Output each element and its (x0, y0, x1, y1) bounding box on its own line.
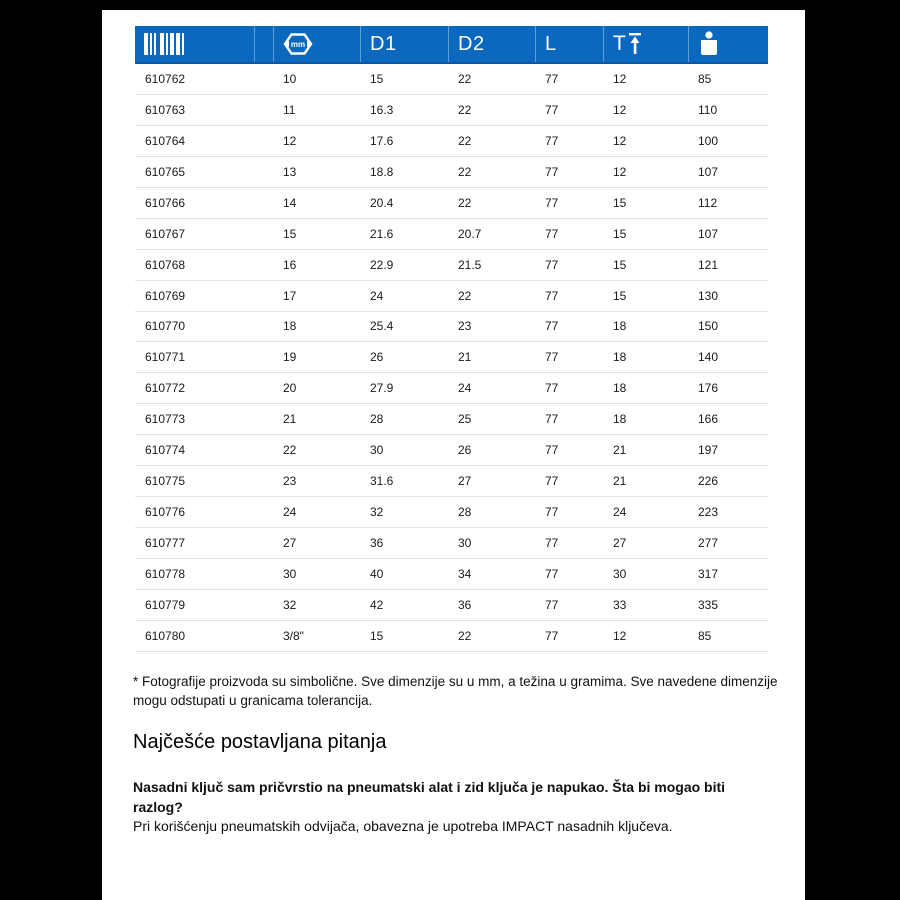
table-cell: 22 (458, 288, 472, 303)
table-cell: 36 (370, 536, 384, 551)
table-cell: 277 (698, 536, 719, 551)
table-row (135, 219, 768, 250)
header-cell-l (535, 26, 603, 62)
table-cell: 18 (613, 350, 627, 365)
table-cell: 10 (283, 71, 297, 86)
table-cell: 18 (283, 319, 297, 334)
table-cell: 77 (545, 226, 559, 241)
table-cell: 77 (545, 71, 559, 86)
table-cell: 223 (698, 505, 719, 520)
table-cell: 16.3 (370, 102, 394, 117)
table-cell: 610773 (145, 412, 186, 427)
t-up-arrow-icon (628, 32, 642, 56)
table-cell: 15 (370, 628, 384, 643)
table-cell: 20.7 (458, 226, 482, 241)
table-cell: 610765 (145, 164, 186, 179)
table-cell: 610768 (145, 257, 186, 272)
table-cell: 16 (283, 257, 297, 272)
table-row (135, 281, 768, 312)
table-cell: 33 (613, 597, 627, 612)
table-cell: 85 (698, 628, 712, 643)
table-cell: 22 (283, 443, 297, 458)
header-cell-weight (688, 26, 768, 62)
table-cell: 24 (613, 505, 627, 520)
table-cell: 20.4 (370, 195, 394, 210)
table-cell: 27 (458, 474, 472, 489)
table-cell: 140 (698, 350, 719, 365)
table-row (135, 404, 768, 435)
table-cell: 610778 (145, 566, 186, 581)
table-cell: 610771 (145, 350, 186, 365)
table-cell: 77 (545, 474, 559, 489)
table-cell: 110 (698, 102, 718, 117)
header-cell-spacer (254, 26, 273, 62)
table-cell: 107 (698, 226, 719, 241)
table-cell: 27 (613, 536, 627, 551)
table-cell: 22 (458, 102, 472, 117)
spec-table-body (135, 64, 768, 652)
faq-question: Nasadni ključ sam pričvrstio na pneumatski alat i zid ključa je napukao. Šta bi mogao biti razlog? (133, 779, 726, 815)
table-cell: 12 (613, 102, 627, 117)
table-cell: 610777 (145, 536, 186, 551)
header-label-l: L (545, 32, 557, 55)
table-cell: 12 (613, 164, 627, 179)
table-cell: 77 (545, 443, 559, 458)
table-cell: 112 (698, 195, 718, 210)
table-cell: 15 (370, 71, 384, 86)
faq-entry (133, 778, 771, 837)
table-cell: 610775 (145, 474, 186, 489)
header-label-d1: D1 (370, 32, 397, 55)
table-row (135, 435, 768, 466)
table-cell: 21 (283, 412, 297, 427)
table-cell: 22 (458, 71, 472, 86)
faq-answer: Pri korišćenju pneumatskih odvijača, obavezna je upotreba IMPACT nasadnih ključeva. (133, 818, 673, 834)
footnote-text: * Fotografije proizvoda su simbolične. Sve dimenzije su u mm, a težina u gramima. Sve navedene dimenzije mogu odstupati u granicama tolerancija. (133, 673, 778, 708)
table-cell: 610762 (145, 71, 186, 86)
header-cell-d2 (448, 26, 535, 62)
table-cell: 176 (698, 381, 719, 396)
header-cell-code (135, 26, 254, 62)
table-cell: 610767 (145, 226, 186, 241)
barcode-icon (144, 33, 186, 55)
table-cell: 610769 (145, 288, 186, 303)
table-cell: 77 (545, 133, 559, 148)
table-cell: 32 (283, 597, 297, 612)
table-cell: 34 (458, 566, 472, 581)
table-cell: 15 (613, 226, 627, 241)
table-row (135, 528, 768, 559)
table-cell: 28 (458, 505, 472, 520)
table-cell: 150 (698, 319, 719, 334)
table-cell: 22 (458, 628, 472, 643)
product-spec-table (135, 26, 768, 652)
table-row (135, 188, 768, 219)
table-cell: 77 (545, 350, 559, 365)
table-cell: 77 (545, 102, 559, 117)
table-cell: 130 (698, 288, 719, 303)
table-cell: 77 (545, 257, 559, 272)
table-cell: 3/8" (283, 628, 304, 643)
table-cell: 28 (370, 412, 384, 427)
header-cell-d1 (360, 26, 448, 62)
table-row (135, 126, 768, 157)
hex-nut-mm-icon (283, 30, 313, 58)
table-cell: 317 (698, 566, 719, 581)
table-cell: 610764 (145, 133, 186, 148)
table-cell: 77 (545, 412, 559, 427)
svg-text:mm: mm (290, 40, 306, 49)
table-cell: 226 (698, 474, 719, 489)
table-cell: 12 (613, 133, 627, 148)
table-cell: 166 (698, 412, 719, 427)
table-row (135, 95, 768, 126)
table-cell: 25.4 (370, 319, 394, 334)
table-cell: 22 (458, 133, 472, 148)
table-cell: 77 (545, 536, 559, 551)
table-cell: 121 (698, 257, 719, 272)
table-cell: 610779 (145, 597, 186, 612)
table-cell: 22.9 (370, 257, 394, 272)
table-row (135, 157, 768, 188)
table-cell: 107 (698, 164, 719, 179)
table-row (135, 621, 768, 652)
table-cell: 610776 (145, 505, 186, 520)
table-cell: 11 (283, 102, 296, 117)
table-cell: 21.5 (458, 257, 482, 272)
table-cell: 21 (458, 350, 472, 365)
table-cell: 15 (283, 226, 297, 241)
table-row (135, 590, 768, 621)
table-cell: 100 (698, 133, 719, 148)
header-cell-mm (273, 26, 360, 62)
table-cell: 610780 (145, 628, 186, 643)
header-label-t: T (613, 32, 626, 55)
table-cell: 40 (370, 566, 384, 581)
table-cell: 27 (283, 536, 297, 551)
table-cell: 77 (545, 195, 559, 210)
table-cell: 24 (458, 381, 472, 396)
header-cell-t (603, 26, 688, 62)
table-cell: 23 (283, 474, 297, 489)
table-cell: 18 (613, 412, 627, 427)
table-cell: 30 (613, 566, 627, 581)
table-cell: 36 (458, 597, 472, 612)
table-cell: 32 (370, 505, 384, 520)
table-cell: 77 (545, 319, 559, 334)
table-cell: 20 (283, 381, 297, 396)
table-cell: 23 (458, 319, 472, 334)
table-cell: 19 (283, 350, 297, 365)
table-cell: 21 (613, 474, 627, 489)
table-cell: 610766 (145, 195, 186, 210)
table-cell: 15 (613, 288, 627, 303)
table-cell: 31.6 (370, 474, 394, 489)
table-cell: 610772 (145, 381, 186, 396)
table-cell: 42 (370, 597, 384, 612)
table-cell: 610770 (145, 319, 186, 334)
table-cell: 77 (545, 628, 559, 643)
table-cell: 12 (613, 628, 627, 643)
table-cell: 15 (613, 195, 627, 210)
table-row (135, 342, 768, 373)
table-row (135, 250, 768, 281)
table-cell: 197 (698, 443, 719, 458)
table-cell: 22 (458, 195, 472, 210)
table-cell: 18 (613, 319, 627, 334)
table-cell: 14 (283, 195, 297, 210)
table-cell: 25 (458, 412, 472, 427)
table-row (135, 497, 768, 528)
table-cell: 610774 (145, 443, 186, 458)
table-cell: 77 (545, 566, 559, 581)
table-row (135, 64, 768, 95)
table-cell: 17.6 (370, 133, 394, 148)
faq-heading: Najčešće postavljana pitanja (133, 731, 387, 753)
header-label-d2: D2 (458, 32, 485, 55)
table-cell: 30 (458, 536, 472, 551)
table-row (135, 373, 768, 404)
table-row (135, 559, 768, 590)
table-cell: 30 (370, 443, 384, 458)
table-cell: 15 (613, 257, 627, 272)
document-page (102, 10, 805, 900)
table-cell: 77 (545, 164, 559, 179)
table-cell: 335 (698, 597, 719, 612)
table-row (135, 312, 768, 343)
table-cell: 17 (283, 288, 297, 303)
table-cell: 77 (545, 381, 559, 396)
table-cell: 18 (613, 381, 627, 396)
table-cell: 18.8 (370, 164, 394, 179)
table-cell: 610763 (145, 102, 186, 117)
table-cell: 24 (283, 505, 297, 520)
table-cell: 27.9 (370, 381, 394, 396)
table-row (135, 466, 768, 497)
table-cell: 77 (545, 597, 559, 612)
table-cell: 85 (698, 71, 712, 86)
weight-icon (698, 31, 720, 57)
table-cell: 12 (613, 71, 627, 86)
table-cell: 77 (545, 288, 559, 303)
table-cell: 26 (458, 443, 472, 458)
table-cell: 26 (370, 350, 384, 365)
table-header-row (135, 26, 768, 64)
table-cell: 30 (283, 566, 297, 581)
table-cell: 12 (283, 133, 297, 148)
table-cell: 24 (370, 288, 384, 303)
table-cell: 22 (458, 164, 472, 179)
table-cell: 21.6 (370, 226, 394, 241)
table-cell: 21 (613, 443, 627, 458)
table-cell: 13 (283, 164, 297, 179)
table-cell: 77 (545, 505, 559, 520)
